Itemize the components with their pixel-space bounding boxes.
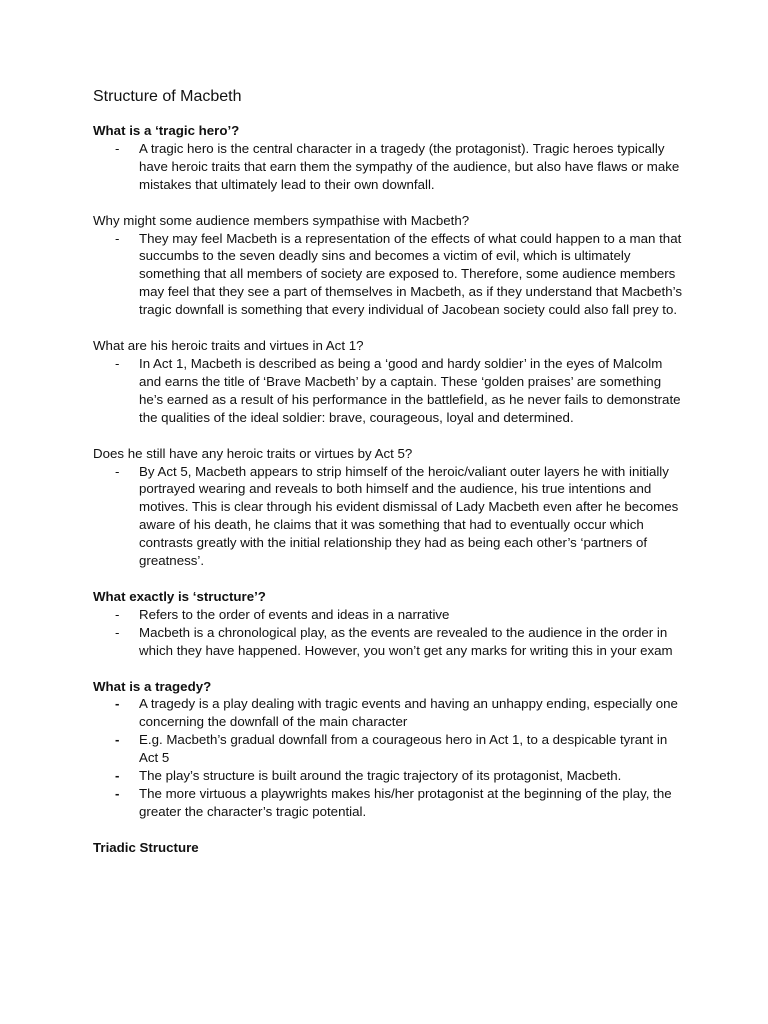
list-item: - A tragedy is a play dealing with tragic events and having an unhappy ending, especially one concerning the downfall of the main character: [93, 695, 683, 731]
section-heading-structure: What exactly is ‘structure’?: [93, 588, 266, 604]
question-heroic-traits-act1: What are his heroic traits and virtues in Act 1?: [93, 338, 364, 354]
list-item: - A tragic hero is the central character in a tragedy (the protagonist). Tragic heroes typically have heroic traits that earn them the sympathy of the audience, but also have flaws or make mistakes that ultimately lead to their own downfall.: [93, 140, 683, 194]
list-item: - The play’s structure is built around the tragic trajectory of its protagonist, Macbeth.: [93, 767, 683, 785]
bullet-list: [93, 230, 683, 320]
bullet-list: [93, 695, 683, 820]
bullet-list: [93, 140, 683, 194]
bullet-list: [93, 463, 683, 570]
list-item: - In Act 1, Macbeth is described as being a ‘good and hardy soldier’ in the eyes of Malcolm and earns the title of ‘Brave Macbeth’ by a captain. These ‘golden praises’ are something he’s earned as a result of his performance in the battlefield, as he never fails to demonstrate the qualities of the ideal soldier: brave, courageous, loyal and determined.: [93, 355, 683, 427]
question-heroic-traits-act5: Does he still have any heroic traits or virtues by Act 5?: [93, 445, 413, 461]
list-item: - Macbeth is a chronological play, as the events are revealed to the audience in the order in which they have happened. However, you won’t get any marks for writing this in your exam: [93, 624, 683, 660]
section-heading-triadic-structure: Triadic Structure: [93, 839, 199, 855]
list-item: - Refers to the order of events and ideas in a narrative: [93, 606, 683, 624]
list-item: - By Act 5, Macbeth appears to strip himself of the heroic/valiant outer layers he with initially portrayed wearing and reveals to both himself and the audience, his true intentions and motives. This is clear through his evident dismissal of Lady Macbeth even after he becomes aware of his death, he claims that it was something that had to eventually occur which contrasts greatly with the initial relationship they had as being each other’s ‘partners of greatness’.: [93, 463, 683, 570]
section-heading-tragedy: What is a tragedy?: [93, 678, 212, 694]
list-item: - They may feel Macbeth is a representation of the effects of what could happen to a man that succumbs to the seven deadly sins and becomes a victim of evil, which is ultimately something that all members of society are exposed to. Therefore, some audience members may feel that they see a part of themselves in Macbeth, as if they understand that Macbeth’s tragic downfall is something that every individual of Jacobean society could also fall prey to.: [93, 230, 683, 320]
section-heading-tragic-hero: What is a ‘tragic hero’?: [93, 123, 240, 138]
document-title: Structure of Macbeth: [93, 88, 242, 105]
bullet-list: [93, 355, 683, 427]
question-sympathise: Why might some audience members sympathise with Macbeth?: [93, 212, 470, 228]
document-page: [93, 86, 683, 857]
bullet-list: [93, 606, 683, 660]
list-item: - E.g. Macbeth’s gradual downfall from a courageous hero in Act 1, to a despicable tyrant in Act 5: [93, 731, 683, 767]
list-item: - The more virtuous a playwrights makes his/her protagonist at the beginning of the play, the greater the character’s tragic potential.: [93, 785, 683, 821]
